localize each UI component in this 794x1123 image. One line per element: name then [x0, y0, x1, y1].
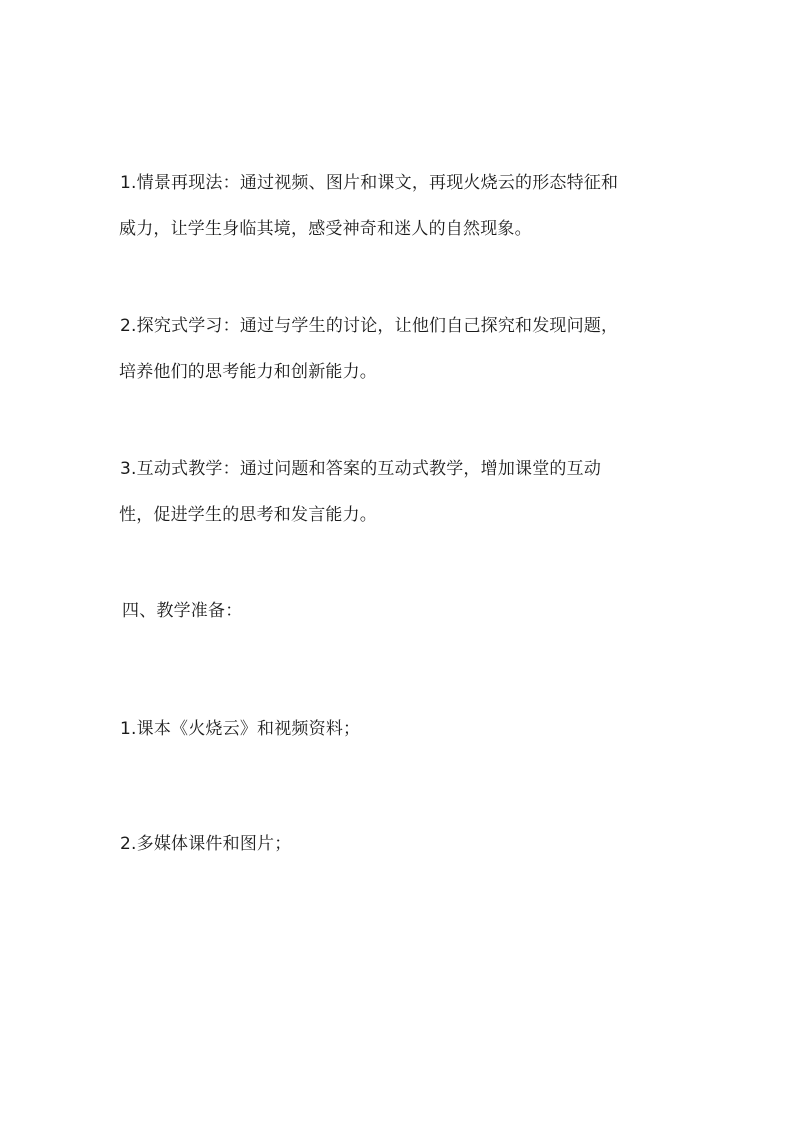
- method-1-line-2: 威力，让学生身临其境，感受神奇和迷人的自然现象。: [119, 219, 532, 239]
- preparation-item-2: 2.多媒体课件和图片；: [120, 834, 292, 854]
- method-3-line-2: 性，促进学生的思考和发言能力。: [119, 505, 377, 525]
- method-2-line-1: 2.探究式学习：通过与学生的讨论，让他们自己探究和发现问题，: [120, 316, 619, 336]
- section-heading: 四、教学准备：: [122, 601, 243, 621]
- method-1-line-1: 1.情景再现法：通过视频、图片和课文，再现火烧云的形态特征和: [120, 173, 619, 193]
- method-3-line-1: 3.互动式教学：通过问题和答案的互动式教学，增加课堂的互动: [120, 459, 602, 479]
- method-2-line-2: 培养他们的思考能力和创新能力。: [119, 362, 377, 382]
- preparation-item-1: 1.课本《火烧云》和视频资料；: [120, 719, 361, 739]
